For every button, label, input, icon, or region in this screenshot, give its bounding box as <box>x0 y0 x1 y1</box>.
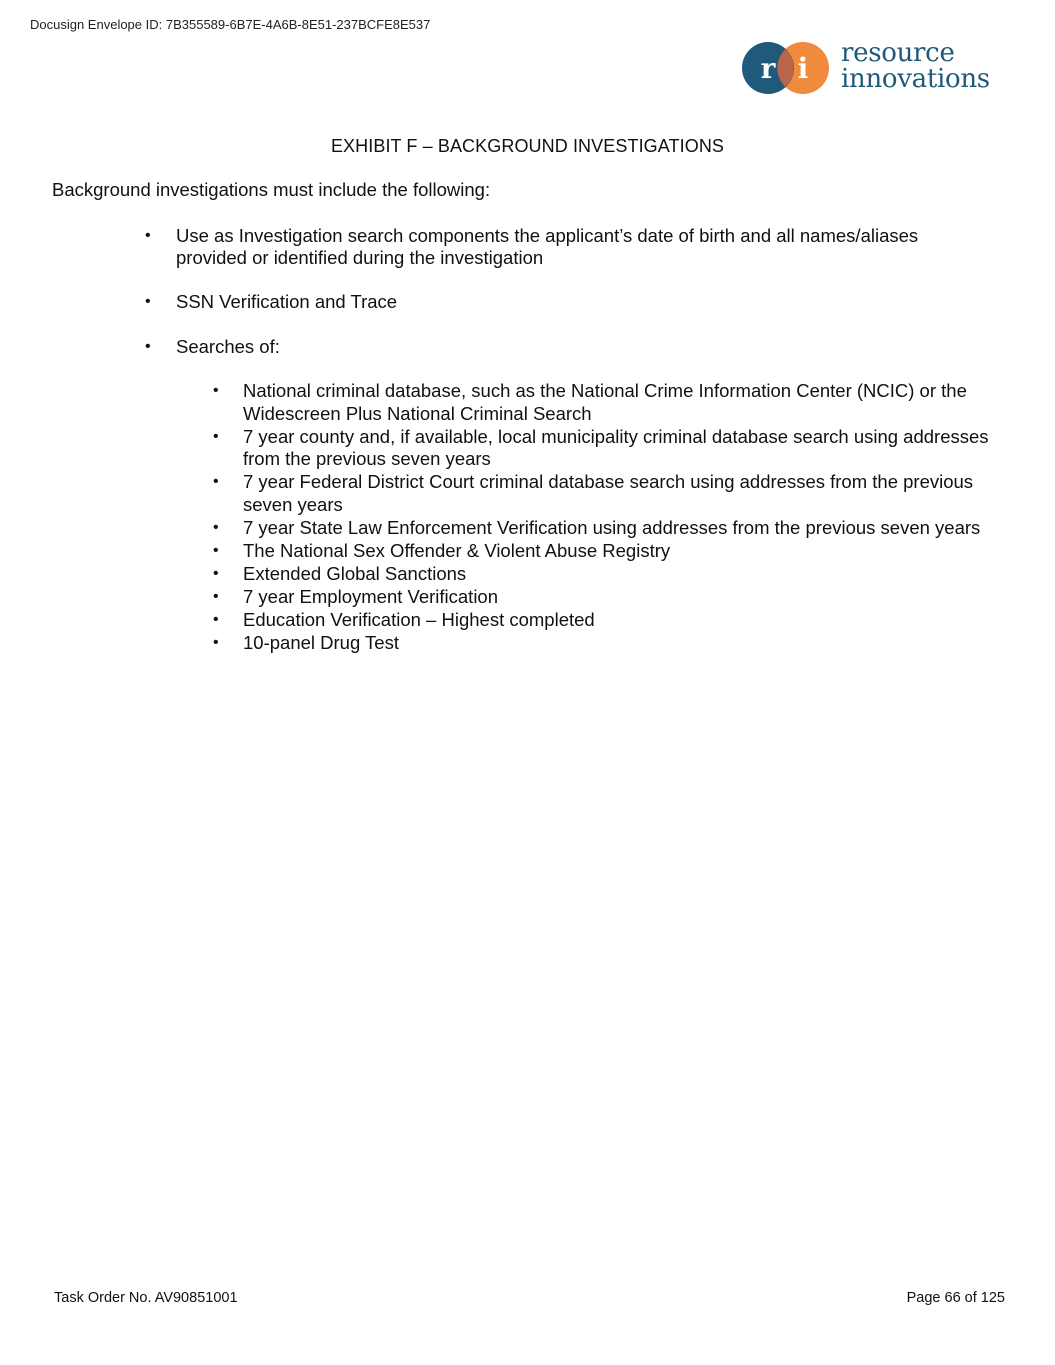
list-item-text: Searches of: <box>176 336 280 357</box>
logo-mark <box>740 40 840 98</box>
bullet-icon: • <box>213 427 219 445</box>
bullet-icon: • <box>145 338 151 355</box>
task-order-number: Task Order No. AV90851001 <box>54 1290 238 1306</box>
bullet-icon: • <box>213 633 219 651</box>
list-item-text: Use as Investigation search components the applicant’s date of birth and all names/aliases provided or identified during the investigation <box>176 225 919 268</box>
page-number: Page 66 of 125 <box>906 1290 1005 1306</box>
sub-list-item-text: 7 year Employment Verification <box>243 585 499 607</box>
sub-list-item-text: National criminal database, such as the National Crime Information Center (NCIC) or the Widescreen Plus National Criminal Search <box>243 380 967 424</box>
sub-list-item-text: 10-panel Drug Test <box>243 631 399 653</box>
bullet-icon: • <box>213 564 219 582</box>
logo-initial-i: i <box>797 52 809 85</box>
bullet-icon: • <box>145 227 151 244</box>
sub-list-item <box>213 380 1013 425</box>
intro-text: Background investigations must include the following: <box>52 179 491 200</box>
envelope-id: Docusign Envelope ID: 7B355589-6B7E-4A6B-8E51-237BCFE8E537 <box>30 17 431 32</box>
logo-initial-r: r <box>760 52 776 85</box>
logo-line-2: innovations <box>841 64 990 94</box>
sub-list-item-text: Extended Global Sanctions <box>243 562 467 584</box>
logo-line-1: resource <box>841 38 955 68</box>
bullet-icon: • <box>213 382 219 399</box>
bullet-icon: • <box>213 518 219 536</box>
sub-list-item-text: 7 year State Law Enforcement Verification using addresses from the previous seven years <box>243 516 981 538</box>
sub-list-item <box>213 585 1013 609</box>
sub-list-item-text: 7 year Federal District Court criminal database search using addresses from the previous seven years <box>243 471 974 515</box>
bullet-icon: • <box>213 610 219 628</box>
bullet-icon: • <box>213 587 219 605</box>
sub-list-item-text: 7 year county and, if available, local municipality criminal database search using addresses from the previous seven years <box>243 425 989 469</box>
sub-list-item <box>213 539 1013 563</box>
logo-wordmark <box>841 40 990 92</box>
sub-list-item <box>213 631 1013 655</box>
searches-list <box>213 380 1013 655</box>
sub-list-item-text: Education Verification – Highest completed <box>243 608 595 630</box>
sub-list-item <box>213 608 1013 632</box>
sub-list-item <box>213 425 1013 471</box>
bullet-icon: • <box>145 293 151 310</box>
company-logo <box>740 40 1015 98</box>
list-item <box>145 336 976 358</box>
list-item <box>145 291 976 313</box>
sub-list-item <box>213 516 1013 540</box>
list-item-text: SSN Verification and Trace <box>176 291 398 312</box>
bullet-icon: • <box>213 541 219 559</box>
sub-list-item <box>213 471 1013 516</box>
sub-list-item <box>213 562 1013 586</box>
page-title: EXHIBIT F – BACKGROUND INVESTIGATIONS <box>330 136 725 156</box>
bullet-icon: • <box>213 473 219 490</box>
list-item <box>145 225 976 269</box>
sub-list-item-text: The National Sex Offender & Violent Abuse Registry <box>243 539 671 561</box>
